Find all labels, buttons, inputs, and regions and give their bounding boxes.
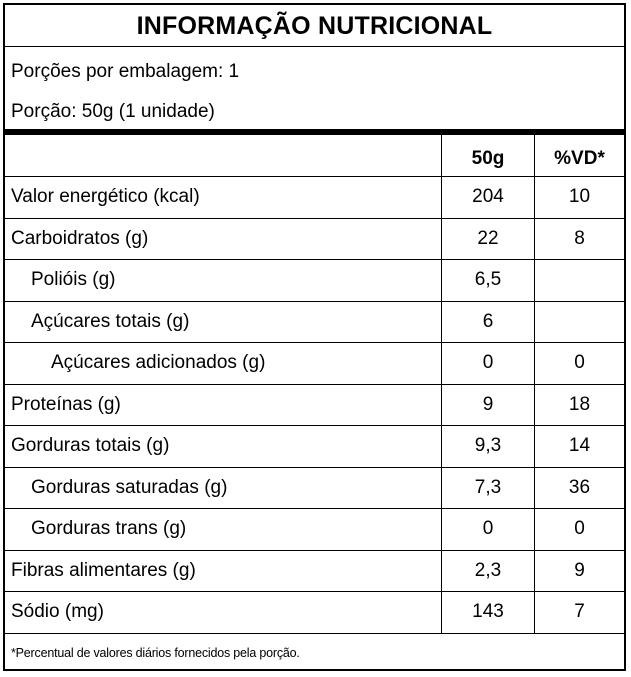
header-nutrient [5,135,442,176]
nutrient-name: Gorduras saturadas (g) [5,468,442,509]
table-row [5,177,624,219]
header-daily-value: %VD* [554,148,605,169]
table-header-row [5,135,624,177]
nutrient-quantity: 9 [442,385,535,426]
table-row [5,468,624,510]
nutrient-name: Carboidratos (g) [5,219,442,260]
header-quantity: 50g [442,135,535,176]
nutrient-quantity: 6 [442,302,535,343]
table-row [5,426,624,468]
nutrient-daily-value: 14 [568,435,591,457]
nutrient-daily-value: 9 [574,559,585,581]
servings-per-package: Porções por embalagem: 1 [11,61,240,82]
nutrient-daily-value [535,260,624,301]
nutrient-quantity: 6,5 [442,260,535,301]
nutrient-quantity: 22 [442,219,535,260]
table-row [5,302,624,344]
nutrient-table [5,135,624,634]
nutrient-daily-value: 18 [568,393,591,415]
nutrition-facts-label [3,3,626,671]
nutrient-name: Fibras alimentares (g) [5,551,442,592]
nutrient-daily-value: 36 [568,476,591,498]
table-row [5,509,624,551]
nutrient-quantity: 0 [442,343,535,384]
table-row [5,385,624,427]
label-title: INFORMAÇÃO NUTRICIONAL [5,5,624,47]
nutrient-daily-value: 8 [574,227,585,249]
nutrient-quantity: 9,3 [442,426,535,467]
table-row [5,592,624,634]
nutrient-quantity: 7,3 [442,468,535,509]
nutrient-quantity: 204 [442,177,535,218]
nutrient-name: Valor energético (kcal) [5,177,442,218]
nutrient-daily-value [535,302,624,343]
nutrient-quantity: 143 [442,592,535,633]
table-row [5,343,624,385]
nutrient-name: Açúcares adicionados (g) [5,343,442,384]
nutrient-quantity: 0 [442,509,535,550]
nutrient-name: Gorduras trans (g) [5,509,442,550]
nutrient-quantity: 2,3 [442,551,535,592]
nutrient-daily-value: 7 [574,601,585,623]
table-row [5,260,624,302]
nutrient-name: Açúcares totais (g) [5,302,442,343]
serving-size: Porção: 50g (1 unidade) [11,101,215,122]
nutrient-daily-value: 0 [574,518,585,540]
nutrient-name: Sódio (mg) [5,592,442,633]
nutrient-name: Gorduras totais (g) [5,426,442,467]
nutrient-daily-value: 10 [568,186,591,208]
footnote: *Percentual de valores diários fornecidos pela porção. [11,646,300,660]
table-row [5,219,624,261]
table-row [5,551,624,593]
nutrient-daily-value: 0 [574,352,585,374]
nutrient-name: Polióis (g) [5,260,442,301]
nutrient-name: Proteínas (g) [5,385,442,426]
